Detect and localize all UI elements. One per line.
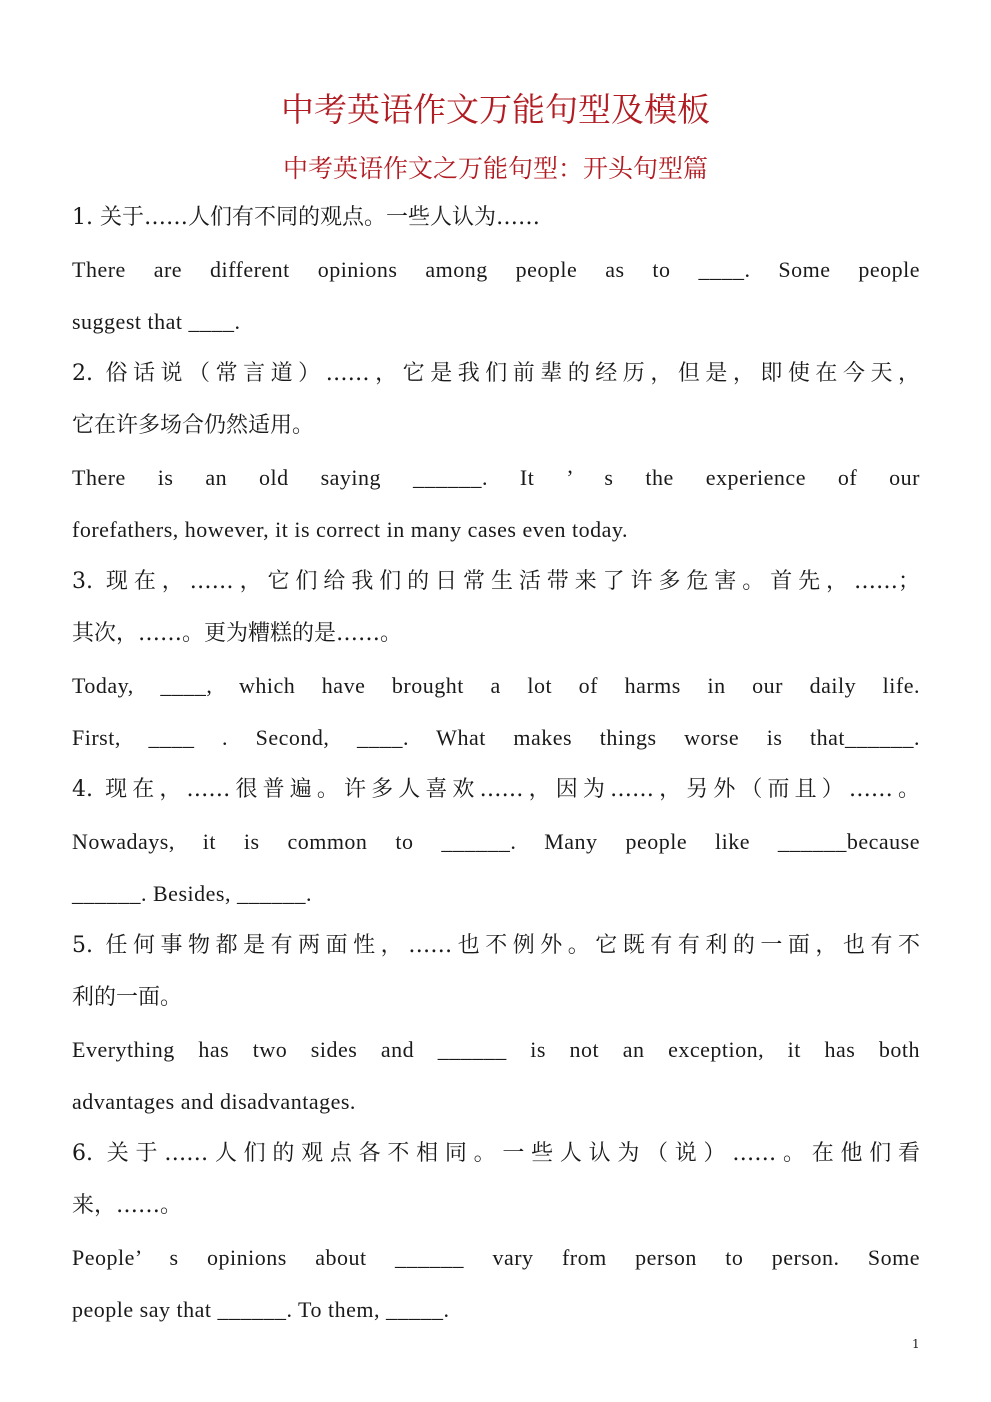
- text-line: 4. 现在，……很普遍。许多人喜欢……，因为……，另外（而且）……。: [72, 777, 920, 802]
- text-line: 它在许多场合仍然适用。: [72, 413, 315, 438]
- text-line: People’ s opinions about ______ vary from person to person. Some: [72, 1245, 920, 1270]
- text-line: 3. 现在，……，它们给我们的日常生活带来了许多危害。首先，……；: [72, 569, 920, 594]
- text-line: advantages and disadvantages.: [72, 1089, 356, 1114]
- text-line: 其次，……。更为糟糕的是……。: [72, 621, 403, 646]
- text-line: 6. 关于……人们的观点各不相同。一些人认为（说）……。在他们看: [72, 1141, 920, 1166]
- text-line: There is an old saying ______. It ’ s the experience of our: [72, 465, 920, 490]
- text-line: 1. 关于……人们有不同的观点。一些人认为……: [72, 205, 540, 230]
- page-number: 1: [912, 1337, 920, 1351]
- body-text: [72, 200, 920, 1344]
- text-line: ______. Besides, ______.: [72, 881, 312, 906]
- text-line: 利的一面。: [72, 985, 183, 1010]
- text-line: First, ____ . Second, ____. What makes things worse is that______.: [72, 725, 920, 750]
- text-line: people say that ______. To them, _____.: [72, 1297, 450, 1322]
- text-line: 5. 任何事物都是有两面性，……也不例外。它既有有利的一面，也有不: [72, 933, 920, 958]
- text-line: forefathers, however, it is correct in many cases even today.: [72, 517, 628, 542]
- text-line: 来，……。: [72, 1193, 183, 1218]
- text-line: Nowadays, it is common to ______. Many people like ______because: [72, 829, 920, 854]
- text-line: Today, ____, which have brought a lot of harms in our daily life.: [72, 673, 920, 698]
- text-line: suggest that ____.: [72, 309, 241, 334]
- text-line: Everything has two sides and ______ is not an exception, it has both: [72, 1037, 920, 1062]
- text-line: 2. 俗话说（常言道）……，它是我们前辈的经历，但是，即使在今天，: [72, 361, 920, 386]
- text-line: There are different opinions among people as to ____. Some people: [72, 257, 920, 282]
- document-title: 中考英语作文万能句型及模板: [281, 90, 710, 129]
- section-subtitle: 中考英语作文之万能句型：开头句型篇: [282, 154, 708, 183]
